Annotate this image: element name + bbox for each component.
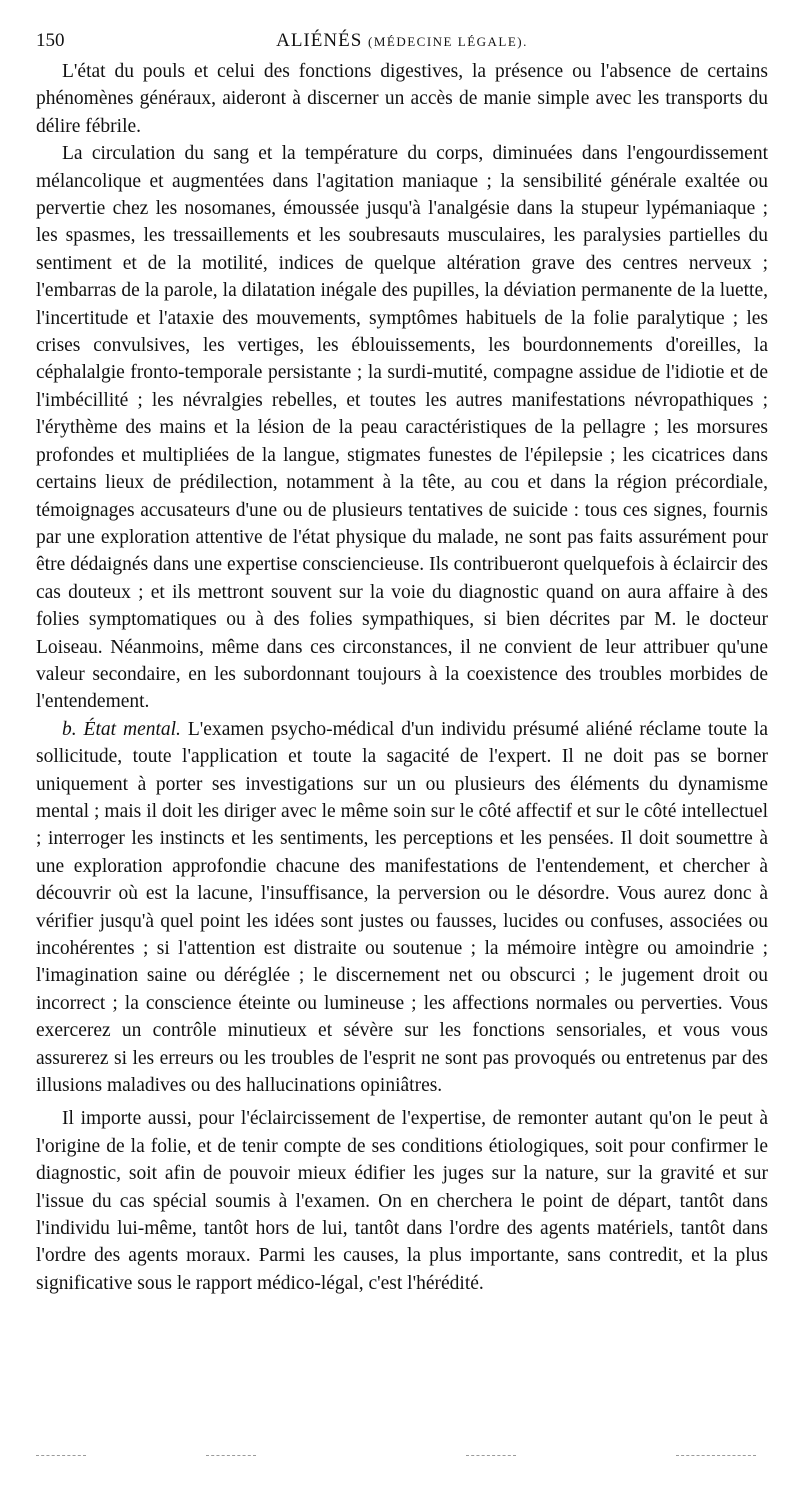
book-page	[36, 26, 768, 1297]
running-title	[36, 26, 768, 57]
footer-rule-right	[676, 1455, 756, 1456]
section-heading-etat-mental: b. État mental.	[62, 718, 181, 740]
body-text	[36, 58, 768, 1297]
footer-rules	[36, 1455, 768, 1459]
running-head	[36, 26, 768, 56]
paragraph-mental-state-text: L'examen psycho-médical d'un individu présumé aliéné réclame toute la sollicitude, toute l'application et toute la sagacité de l'expert. Il ne doit pas se borner uniquement à porter ses investigations sur un ou plusieurs des éléments du dynamisme mental ; mais il doit les diriger avec le même soin sur le côté affectif et sur le côté intellectuel ; interroger les instincts et les sentiments, les perceptions et les pensées. Il doit soumettre à une exploration approfondie chacune des manifestations de l'entendement, et chercher à découvrir où est la lacune, l'insuffisance, la perversion ou le désordre. Vous aurez donc à vérifier jusqu'à quel point les idées sont justes ou fausses, lucides ou confuses, associées ou incohérentes ; si l'attention est distraite ou soutenue ; la mémoire intègre ou amoindrie ; l'imagination saine ou déréglée ; le discernement net ou obscurci ; le jugement droit ou incorrect ; la conscience éteinte ou lumineuse ; les affections normales ou perverties. Vous exercerez un contrôle minutieux et sévère sur les fonctions sensoriales, et vous vous assurerez si les erreurs ou les troubles de l'esprit ne sont pas provoqués ou entretenus par des illusions maladives ou des hallucinations opiniâtres.	[36, 718, 768, 1097]
page-number: 150	[36, 30, 65, 51]
paragraph-etiology: Il importe aussi, pour l'éclaircissement de l'expertise, de remonter autant qu'on le peut à l'origine de la folie, et de tenir compte de ses conditions étiologiques, soit pour confirmer le diagnostic, soit afin de pouvoir mieux édifier les juges sur la nature, sur la gravité et sur l'issue du cas spécial soumis à l'examen. On en cherchera le point de départ, tantôt dans l'individu lui-même, tantôt hors de lui, tantôt dans l'ordre des agents matériels, tantôt dans l'ordre des agents moraux. Parmi les causes, la plus importante, sans contredit, et la plus significative sous le rapport médico-légal, c'est l'hérédité.	[36, 1108, 768, 1294]
paragraph-physical-signs: La circulation du sang et la température du corps, diminuées dans l'engourdissement mélancolique et augmentées dans l'agitation maniaque ; la sensibilité générale exaltée ou pervertie chez les nosomanes, émoussée jusqu'à l'analgésie dans la stupeur lypémaniaque ; les spasmes, les tressaillements et les soubresauts musculaires, les paralysies partielles du sentiment et de la motilité, indices de quelque altération grave des centres nerveux ; l'embarras de la parole, la dilatation inégale des pupilles, la déviation permanente de la luette, l'incertitude et l'ataxie des mouvements, symptômes habituels de la folie paralytique ; les crises convulsives, les vertiges, les éblouissements, les bourdonnements d'oreilles, la céphalalgie fronto-temporale persistante ; la surdi-mutité, compagne assidue de l'idiotie et de l'imbécillité ; les névralgies rebelles, et toutes les autres manifestations névropathiques ; l'érythème des mains et la lésion de la peau caractéristiques de la pellagre ; les morsures profondes et multipliées de la langue, stigmates funestes de l'épilepsie ; les cicatrices dans certains lieux de prédilection, notamment à la tête, au cou et dans la région précordiale, témoignages accusateurs d'une ou de plusieurs tentatives de suicide : tous ces signes, fournis par une exploration attentive de l'état physique du malade, ne sont pas faits assurément pour être dédaignés dans une expertise consciencieuse. Ils contribueront quelquefois à éclaircir des cas douteux ; et ils mettront souvent sur la voie du diagnostic quand on aura affaire à des folies symptomatiques ou à des folies sympathiques, si bien décrites par M. le docteur Loiseau. Néanmoins, même dans ces circonstances, il ne convient de leur attribuer qu'une valeur secondaire, en les subordonnant toujours à la coexistence des troubles morbides de l'entendement.	[36, 143, 768, 713]
running-title-main: ALIÉNÉS	[276, 30, 363, 51]
footer-rule-left	[36, 1455, 86, 1456]
paragraph-pulse: L'état du pouls et celui des fonctions digestives, la présence ou l'absence de certains phénomènes généraux, aideront à discerner un accès de manie simple avec les transports du délire fébrile.	[36, 61, 768, 137]
running-title-sub: (MÉDECINE LÉGALE).	[368, 34, 528, 49]
footer-rule-mid-right	[466, 1455, 516, 1456]
paragraph-mental-state	[36, 716, 768, 1100]
footer-rule-mid-left	[206, 1455, 256, 1456]
